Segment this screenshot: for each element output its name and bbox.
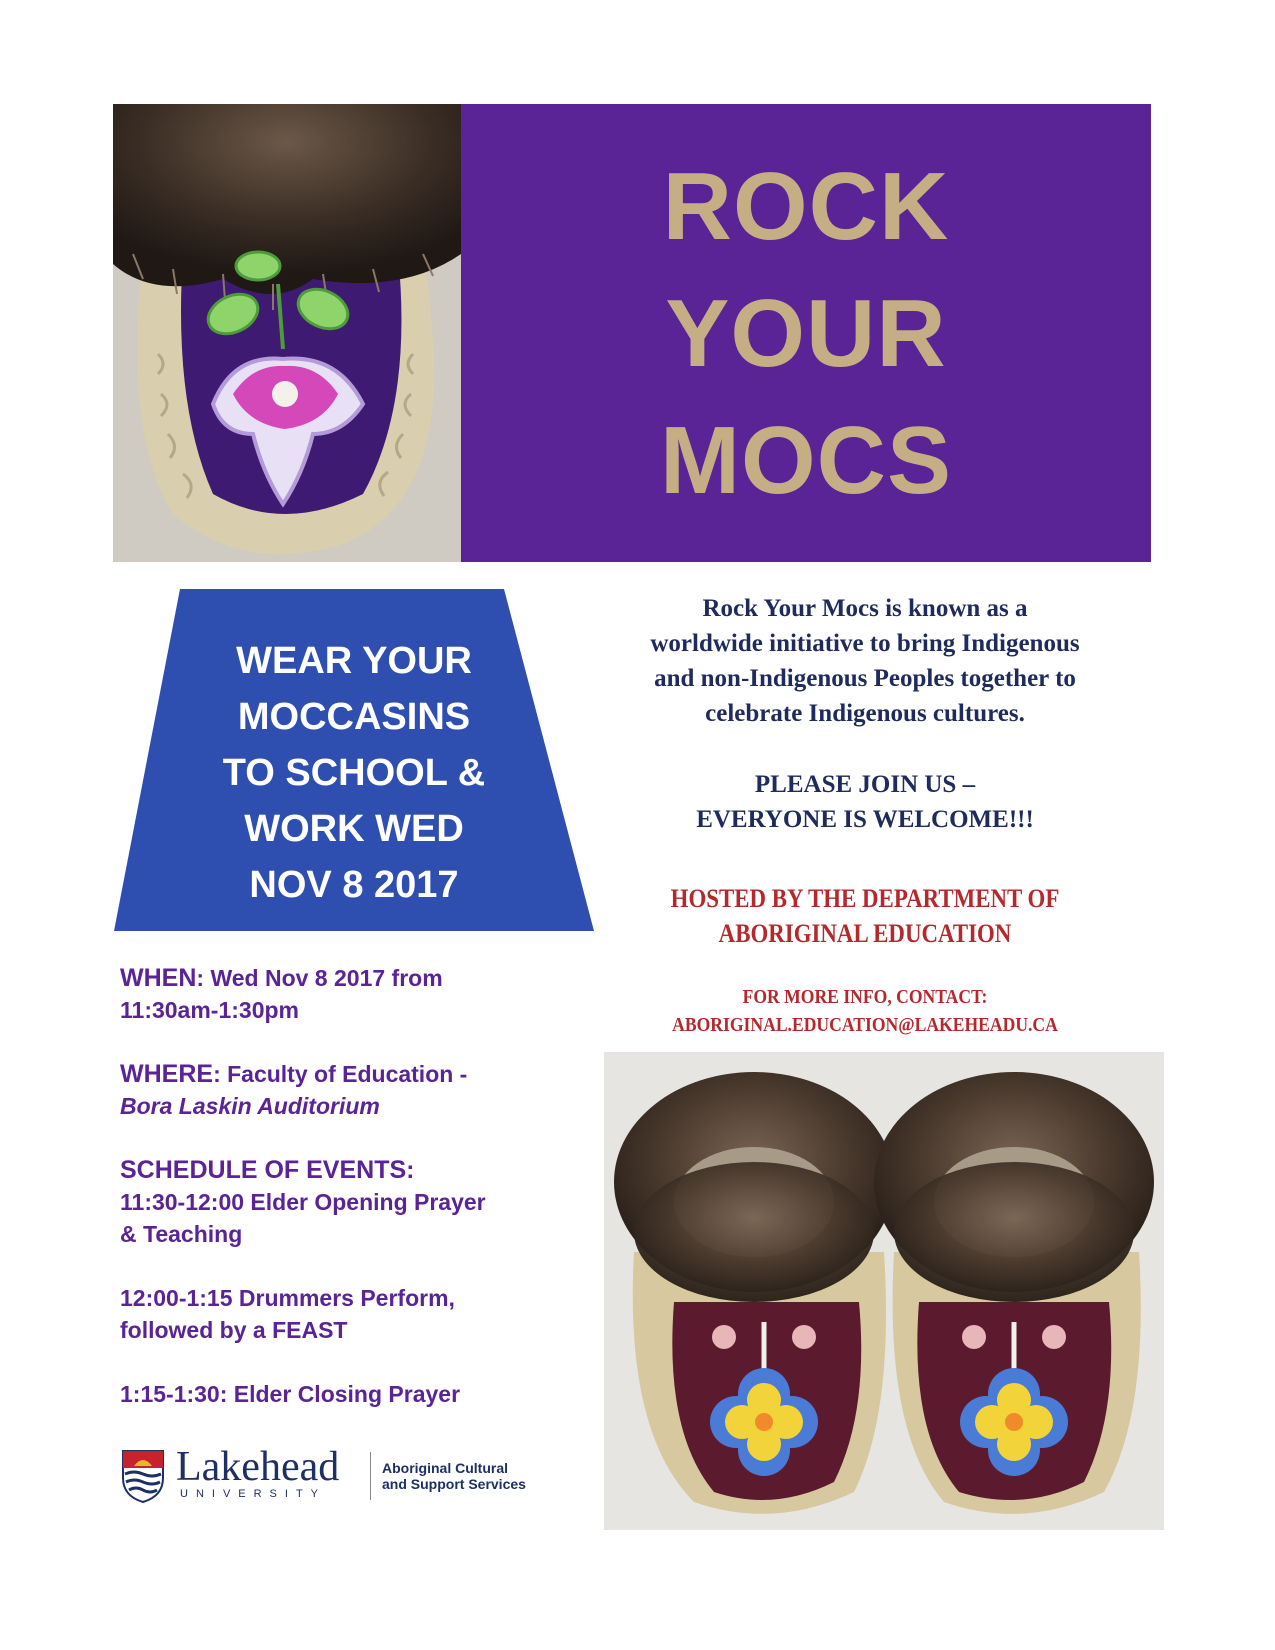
description: [570, 591, 1160, 731]
hosted-line-2: ABORIGINAL EDUCATION: [718, 919, 1012, 948]
schedule-block-3: [120, 1378, 580, 1410]
callout-line-5: NOV 8 2017: [249, 864, 459, 906]
where-block: [120, 1058, 580, 1122]
logo-department: [382, 1460, 526, 1492]
lakehead-logo: [120, 1444, 540, 1508]
title-line-1: ROCK: [662, 152, 950, 260]
schedule-item-1a: 11:30-12:00 Elder Opening Prayer: [120, 1189, 486, 1215]
callout-line-1: WEAR YOUR: [236, 640, 472, 682]
schedule-item-2b: followed by a FEAST: [120, 1317, 348, 1343]
join-message: [570, 767, 1160, 837]
contact-label: FOR MORE INFO, CONTACT:: [742, 986, 988, 1008]
title-line-2: YOUR: [665, 279, 947, 387]
callout-line-2: MOCCASINS: [237, 696, 471, 738]
logo-dept-line-1: Aboriginal Cultural: [382, 1460, 508, 1476]
event-details: [120, 962, 580, 1442]
join-line-2: EVERYONE IS WELCOME!!!: [696, 806, 1034, 833]
contact-email[interactable]: ABORIGINAL.EDUCATION@LAKEHEADU.CA: [672, 1014, 1058, 1036]
title-line-3: MOCS: [660, 406, 952, 514]
schedule-item-3: 1:15-1:30: Elder Closing Prayer: [120, 1381, 461, 1407]
hosted-by: [605, 881, 1124, 951]
description-line-2: worldwide initiative to bring Indigenous: [650, 630, 1080, 657]
where-value: : Faculty of Education -: [213, 1061, 468, 1087]
title-panel: [461, 104, 1151, 562]
where-room: Bora Laskin Auditorium: [120, 1093, 380, 1119]
when-block: [120, 962, 580, 1026]
schedule-item-1b: & Teaching: [120, 1221, 243, 1247]
beaded-moccasin-photo: [113, 104, 461, 562]
schedule-block-2: [120, 1282, 580, 1346]
schedule-label: SCHEDULE OF EVENTS:: [120, 1156, 415, 1184]
event-callout: [114, 589, 594, 931]
when-label: WHEN: [120, 964, 197, 992]
when-value: : Wed Nov 8 2017 from: [196, 965, 443, 991]
moccasins-pair-photo: [604, 1052, 1164, 1530]
schedule-item-2a: 12:00-1:15 Drummers Perform,: [120, 1285, 455, 1311]
logo-subtitle: UNIVERSITY: [180, 1488, 327, 1500]
logo-name: Lakehead: [176, 1444, 340, 1490]
contact-info: [605, 983, 1124, 1039]
logo-dept-line-2: and Support Services: [382, 1476, 526, 1492]
description-line-3: and non-Indigenous Peoples together to: [654, 665, 1076, 692]
university-shield-icon: [120, 1448, 166, 1504]
description-line-1: Rock Your Mocs is known as a: [702, 595, 1028, 622]
join-line-1: PLEASE JOIN US –: [754, 771, 976, 798]
schedule-block: [120, 1154, 580, 1250]
callout-line-3: TO SCHOOL &: [222, 752, 486, 794]
where-label: WHERE: [120, 1060, 214, 1088]
callout-text: [114, 633, 594, 913]
logo-divider: [370, 1452, 371, 1500]
when-time: 11:30am-1:30pm: [120, 997, 299, 1023]
description-line-4: celebrate Indigenous cultures.: [705, 700, 1025, 727]
callout-line-4: WORK WED: [244, 808, 464, 850]
hosted-line-1: HOSTED BY THE DEPARTMENT OF: [670, 884, 1060, 913]
